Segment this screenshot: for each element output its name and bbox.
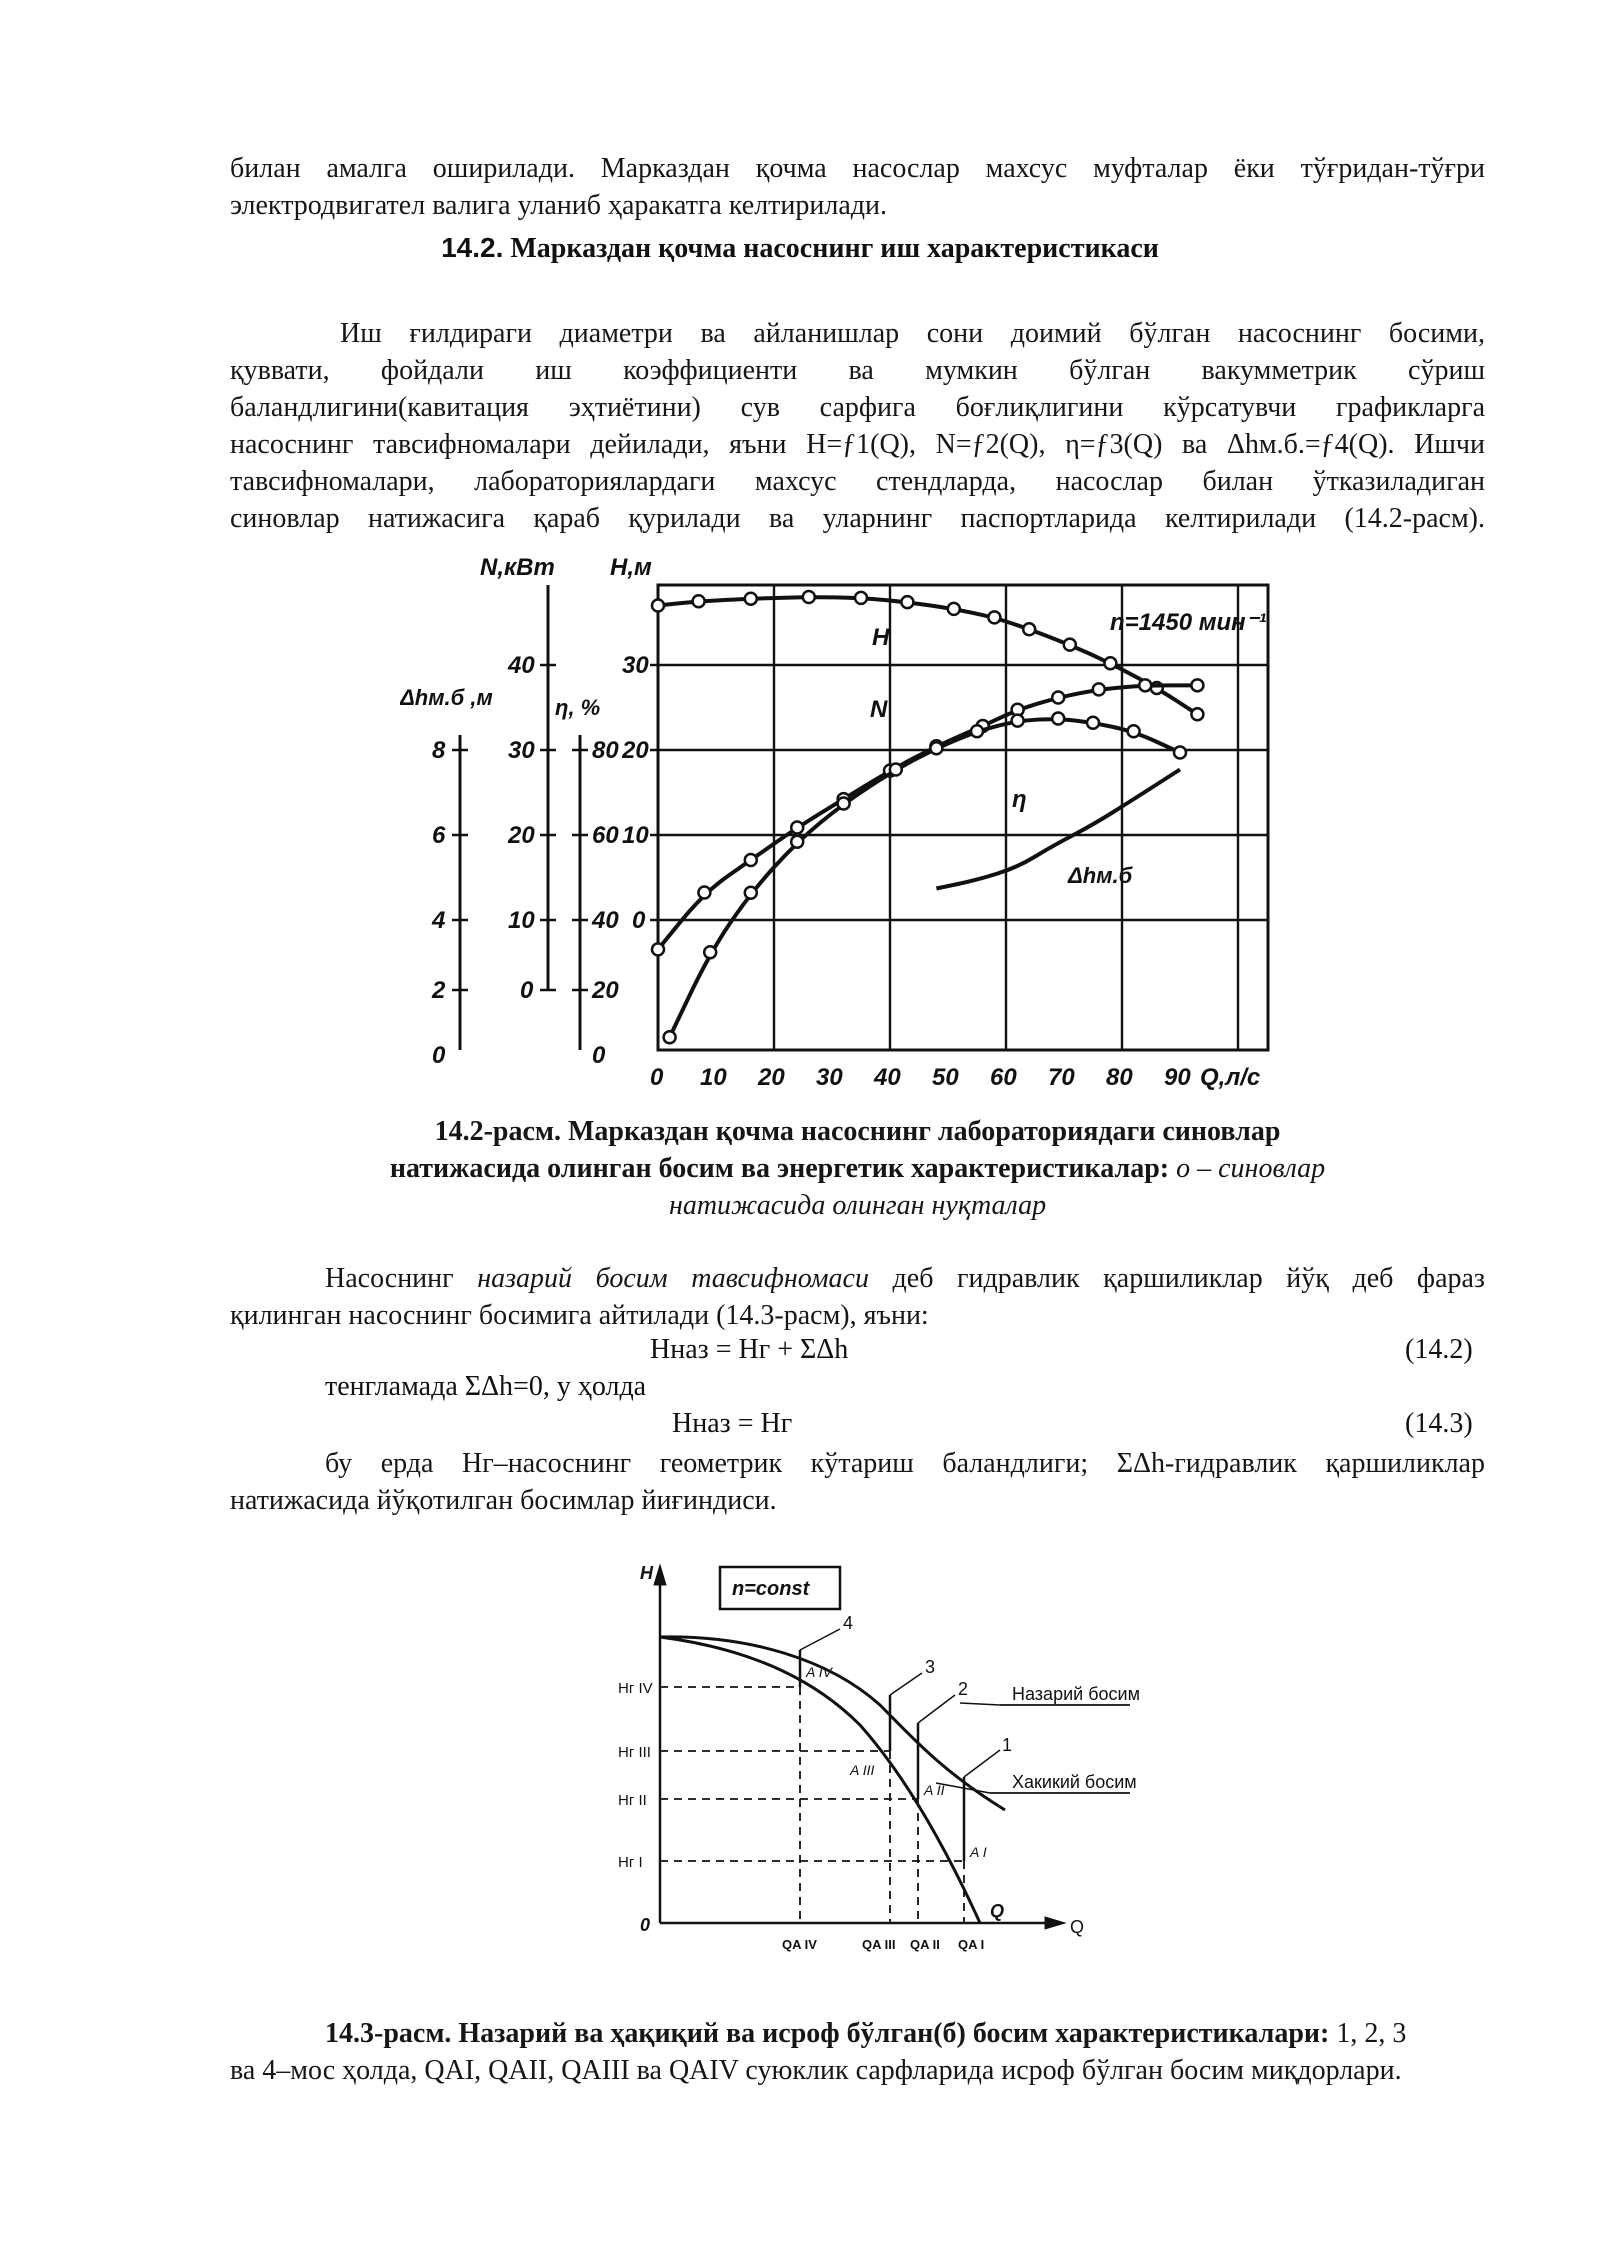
tick-N: 0 xyxy=(520,977,534,1004)
data-point-H xyxy=(693,595,705,607)
figure-caption-line: ва 4–мос ҳолда, QAI, QAII, QAIII ва QAIV суюклик сарфларида исроф бўлган босим миқдорлари. xyxy=(230,2055,1402,2086)
curve-label-H: H xyxy=(872,624,890,651)
equation-14-2: Hназ = Hг + ΣΔh xyxy=(650,1334,849,1365)
series-line-Δhм.б xyxy=(936,770,1180,889)
data-point-N xyxy=(1093,683,1105,695)
curve-label-dh: Δhм.б xyxy=(1068,863,1133,888)
tick-N: 20 xyxy=(508,822,535,849)
tick-H: 10 xyxy=(622,822,649,849)
data-point-η xyxy=(1012,715,1024,727)
hg-label: Hг II xyxy=(618,1792,647,1809)
data-point-η xyxy=(930,742,942,754)
paragraph-line: синовлар натижасига қараб қурилади ва уларнинг паспортларида келтирилади (14.2-расм). xyxy=(230,503,1485,534)
point-label: A III xyxy=(850,1762,875,1778)
hg-label: Hг I xyxy=(618,1854,643,1871)
tick-x: 30 xyxy=(816,1064,843,1091)
data-point-η xyxy=(791,836,803,848)
section-title: Марказдан қочма насоснинг иш характеристикаси xyxy=(510,233,1159,264)
line-number: 2 xyxy=(958,1679,969,1699)
tick-x: 80 xyxy=(1106,1064,1133,1091)
figure-caption-line xyxy=(230,1150,1485,1187)
tick-x: 0 xyxy=(650,1064,664,1091)
tick-dh: 6 xyxy=(432,822,446,849)
paragraph-line: Иш ғилдираги диаметри ва айланишлар сони доимий бўлган насоснинг босими, xyxy=(340,318,1485,349)
text-italic: назарий босим тавсифномаси xyxy=(477,1263,869,1294)
data-point-η xyxy=(890,764,902,776)
tick-H: 0 xyxy=(632,907,646,934)
tick-x: 90 xyxy=(1164,1064,1191,1091)
point-label: A IV xyxy=(806,1664,832,1680)
data-point-η xyxy=(971,725,983,737)
tick-H: 20 xyxy=(622,737,649,764)
data-point-η xyxy=(838,798,850,810)
theory-label: Назарий босим xyxy=(1012,1684,1140,1704)
data-point-η xyxy=(704,946,716,958)
qa-label: QA III xyxy=(862,1937,896,1952)
data-point-N xyxy=(1052,692,1064,704)
line-number: 4 xyxy=(843,1613,854,1633)
tick-dh: 4 xyxy=(432,907,446,934)
data-point-N xyxy=(1139,679,1151,691)
data-point-η xyxy=(1128,725,1140,737)
caption-bold: 14.3-расм. Назарий ва ҳақиқий ва исроф бўлган(б) босим характеристикалари: xyxy=(325,2018,1330,2049)
data-point-H xyxy=(1023,623,1035,635)
data-point-η xyxy=(1052,713,1064,725)
data-point-H xyxy=(948,603,960,615)
tick-x: 70 xyxy=(1048,1064,1075,1091)
data-point-η xyxy=(745,887,757,899)
speed-label: n=1450 мин⁻¹ xyxy=(1110,609,1267,636)
axis-label-H: H,м xyxy=(610,554,652,581)
data-point-H xyxy=(901,596,913,608)
section-heading xyxy=(230,232,1370,265)
qa-label: QA II xyxy=(910,1937,940,1952)
pressure-characteristics-diagram xyxy=(600,1555,1240,1975)
tick-eta: 40 xyxy=(592,907,619,934)
tick-eta: 0 xyxy=(592,1042,606,1069)
data-point-N xyxy=(1191,679,1203,691)
point-label: A I xyxy=(970,1844,987,1860)
paragraph-line xyxy=(325,1260,1485,1297)
tick-x: 10 xyxy=(700,1064,727,1091)
chart-curves xyxy=(652,591,1203,1043)
data-point-N xyxy=(698,887,710,899)
data-point-η xyxy=(664,1031,676,1043)
text-run: Насоснинг xyxy=(325,1263,478,1294)
tick-eta: 80 xyxy=(592,737,619,764)
qa-label: QA I xyxy=(958,1937,985,1952)
data-point-H xyxy=(1064,639,1076,651)
tick-dh: 2 xyxy=(432,977,446,1004)
tick-eta: 60 xyxy=(592,822,619,849)
paragraph-line: қуввати, фойдали иш коэффициенти ва мумкин бўлган вакумметрик сўриш xyxy=(230,355,1485,386)
real-label: Хакикий босим xyxy=(1012,1772,1137,1792)
hg-label: Hг IV xyxy=(618,1680,653,1697)
data-point-N xyxy=(745,854,757,866)
paragraph-line: қилинган насоснинг босимига айтилади (14.3-расм), яъни: xyxy=(230,1300,929,1331)
origin-label: 0 xyxy=(640,1915,651,1935)
hg-label: Hг III xyxy=(618,1744,651,1761)
figure-caption-line: натижасида олинган нуқталар xyxy=(668,1190,1047,1221)
line-number: 1 xyxy=(1002,1735,1013,1755)
axis-label-Q: Q xyxy=(1070,1917,1085,1937)
tick-dh: 8 xyxy=(432,737,446,764)
tick-dh: 0 xyxy=(432,1042,446,1069)
arrow-head xyxy=(654,1565,666,1585)
paragraph-line: натижасида йўқотилган босимлар йиғиндиси. xyxy=(230,1485,777,1516)
paragraph-line: электродвигател валига уланиб ҳаракатга келтирилади. xyxy=(230,190,888,221)
data-point-H xyxy=(803,591,815,603)
pump-characteristics-chart xyxy=(400,545,1300,1105)
axis-label-H: H xyxy=(640,1563,653,1583)
equation-number: (14.3) xyxy=(1405,1408,1473,1439)
data-point-N xyxy=(791,822,803,834)
paragraph-line: насоснинг тавсифномалари дейилади, яъни H=ƒ1(Q), N=ƒ2(Q), η=ƒ3(Q) ва Δhм.б.=ƒ4(Q). Ишчи xyxy=(230,429,1485,460)
curve-end-label: Q xyxy=(990,1901,1005,1921)
text-run: деб гидравлик қаршиликлар йўқ деб фараз xyxy=(868,1263,1485,1294)
curve-label-N: N xyxy=(870,696,888,723)
data-point-H xyxy=(855,592,867,604)
tick-x: 60 xyxy=(990,1064,1017,1091)
paragraph-line: тавсифномалари, лабораториялардаги махсус стендларда, насослар билан ўтказиладиган xyxy=(230,466,1485,497)
data-point-H xyxy=(1104,657,1116,669)
tick-N: 40 xyxy=(508,652,535,679)
tick-N: 30 xyxy=(508,737,535,764)
data-point-H xyxy=(1191,708,1203,720)
caption-italic: о – синовлар xyxy=(1176,1153,1326,1184)
section-number: 14.2. xyxy=(441,232,504,263)
tick-N: 10 xyxy=(508,907,535,934)
figure-caption-line: 14.2-расм. Марказдан қочма насоснинг лабораториядаги синовлар xyxy=(434,1116,1281,1147)
figure-caption-line xyxy=(325,2015,1485,2052)
data-point-η xyxy=(1174,747,1186,759)
curve-label-eta: η xyxy=(1012,786,1027,813)
tick-x: 40 xyxy=(874,1064,901,1091)
arrow-head xyxy=(1045,1917,1065,1929)
data-point-H xyxy=(988,611,1000,623)
n-const-text: n=const xyxy=(732,1578,810,1600)
data-point-H xyxy=(652,600,664,612)
caption-text: 1, 2, 3 xyxy=(1329,2018,1407,2049)
tick-x: 50 xyxy=(932,1064,959,1091)
theoretical-curve xyxy=(660,1637,1005,1810)
data-point-N xyxy=(652,943,664,955)
axis-label-N: N,кВт xyxy=(480,554,555,581)
chart-frame xyxy=(658,585,1268,1050)
paragraph-line: баландлигини(кавитация эҳтиётини) сув сарфига боғлиқлигини кўрсатувчи графикларга xyxy=(230,392,1485,423)
caption-bold: натижасида олинган босим ва энергетик характеристикалар: xyxy=(389,1153,1170,1184)
paragraph-line: билан амалга оширилади. Марказдан қочма насослар махсус муфталар ёки тўғридан-тўғри xyxy=(230,153,1485,184)
tick-eta: 20 xyxy=(592,977,619,1004)
point-label: A II xyxy=(924,1782,945,1798)
equation-number: (14.2) xyxy=(1405,1334,1473,1365)
qa-label: QA IV xyxy=(782,1937,817,1952)
axis-label-dh: Δhм.б ,м xyxy=(400,685,493,710)
data-point-η xyxy=(1087,717,1099,729)
data-point-H xyxy=(745,593,757,605)
axis-label-eta: η, % xyxy=(555,695,601,720)
tick-x: 20 xyxy=(758,1064,785,1091)
tick-H: 30 xyxy=(622,652,649,679)
paragraph-line: бу ерда Hг–насоснинг геометрик кўтариш баландлиги; ΣΔh-гидравлик қаршиликлар xyxy=(325,1448,1485,1479)
line-number: 3 xyxy=(925,1657,936,1677)
x-unit-label: Q,л/с xyxy=(1200,1064,1261,1091)
equation-14-3: Hназ = Hг xyxy=(672,1408,793,1439)
equation-condition: тенгламада ΣΔh=0, у ҳолда xyxy=(325,1371,647,1402)
